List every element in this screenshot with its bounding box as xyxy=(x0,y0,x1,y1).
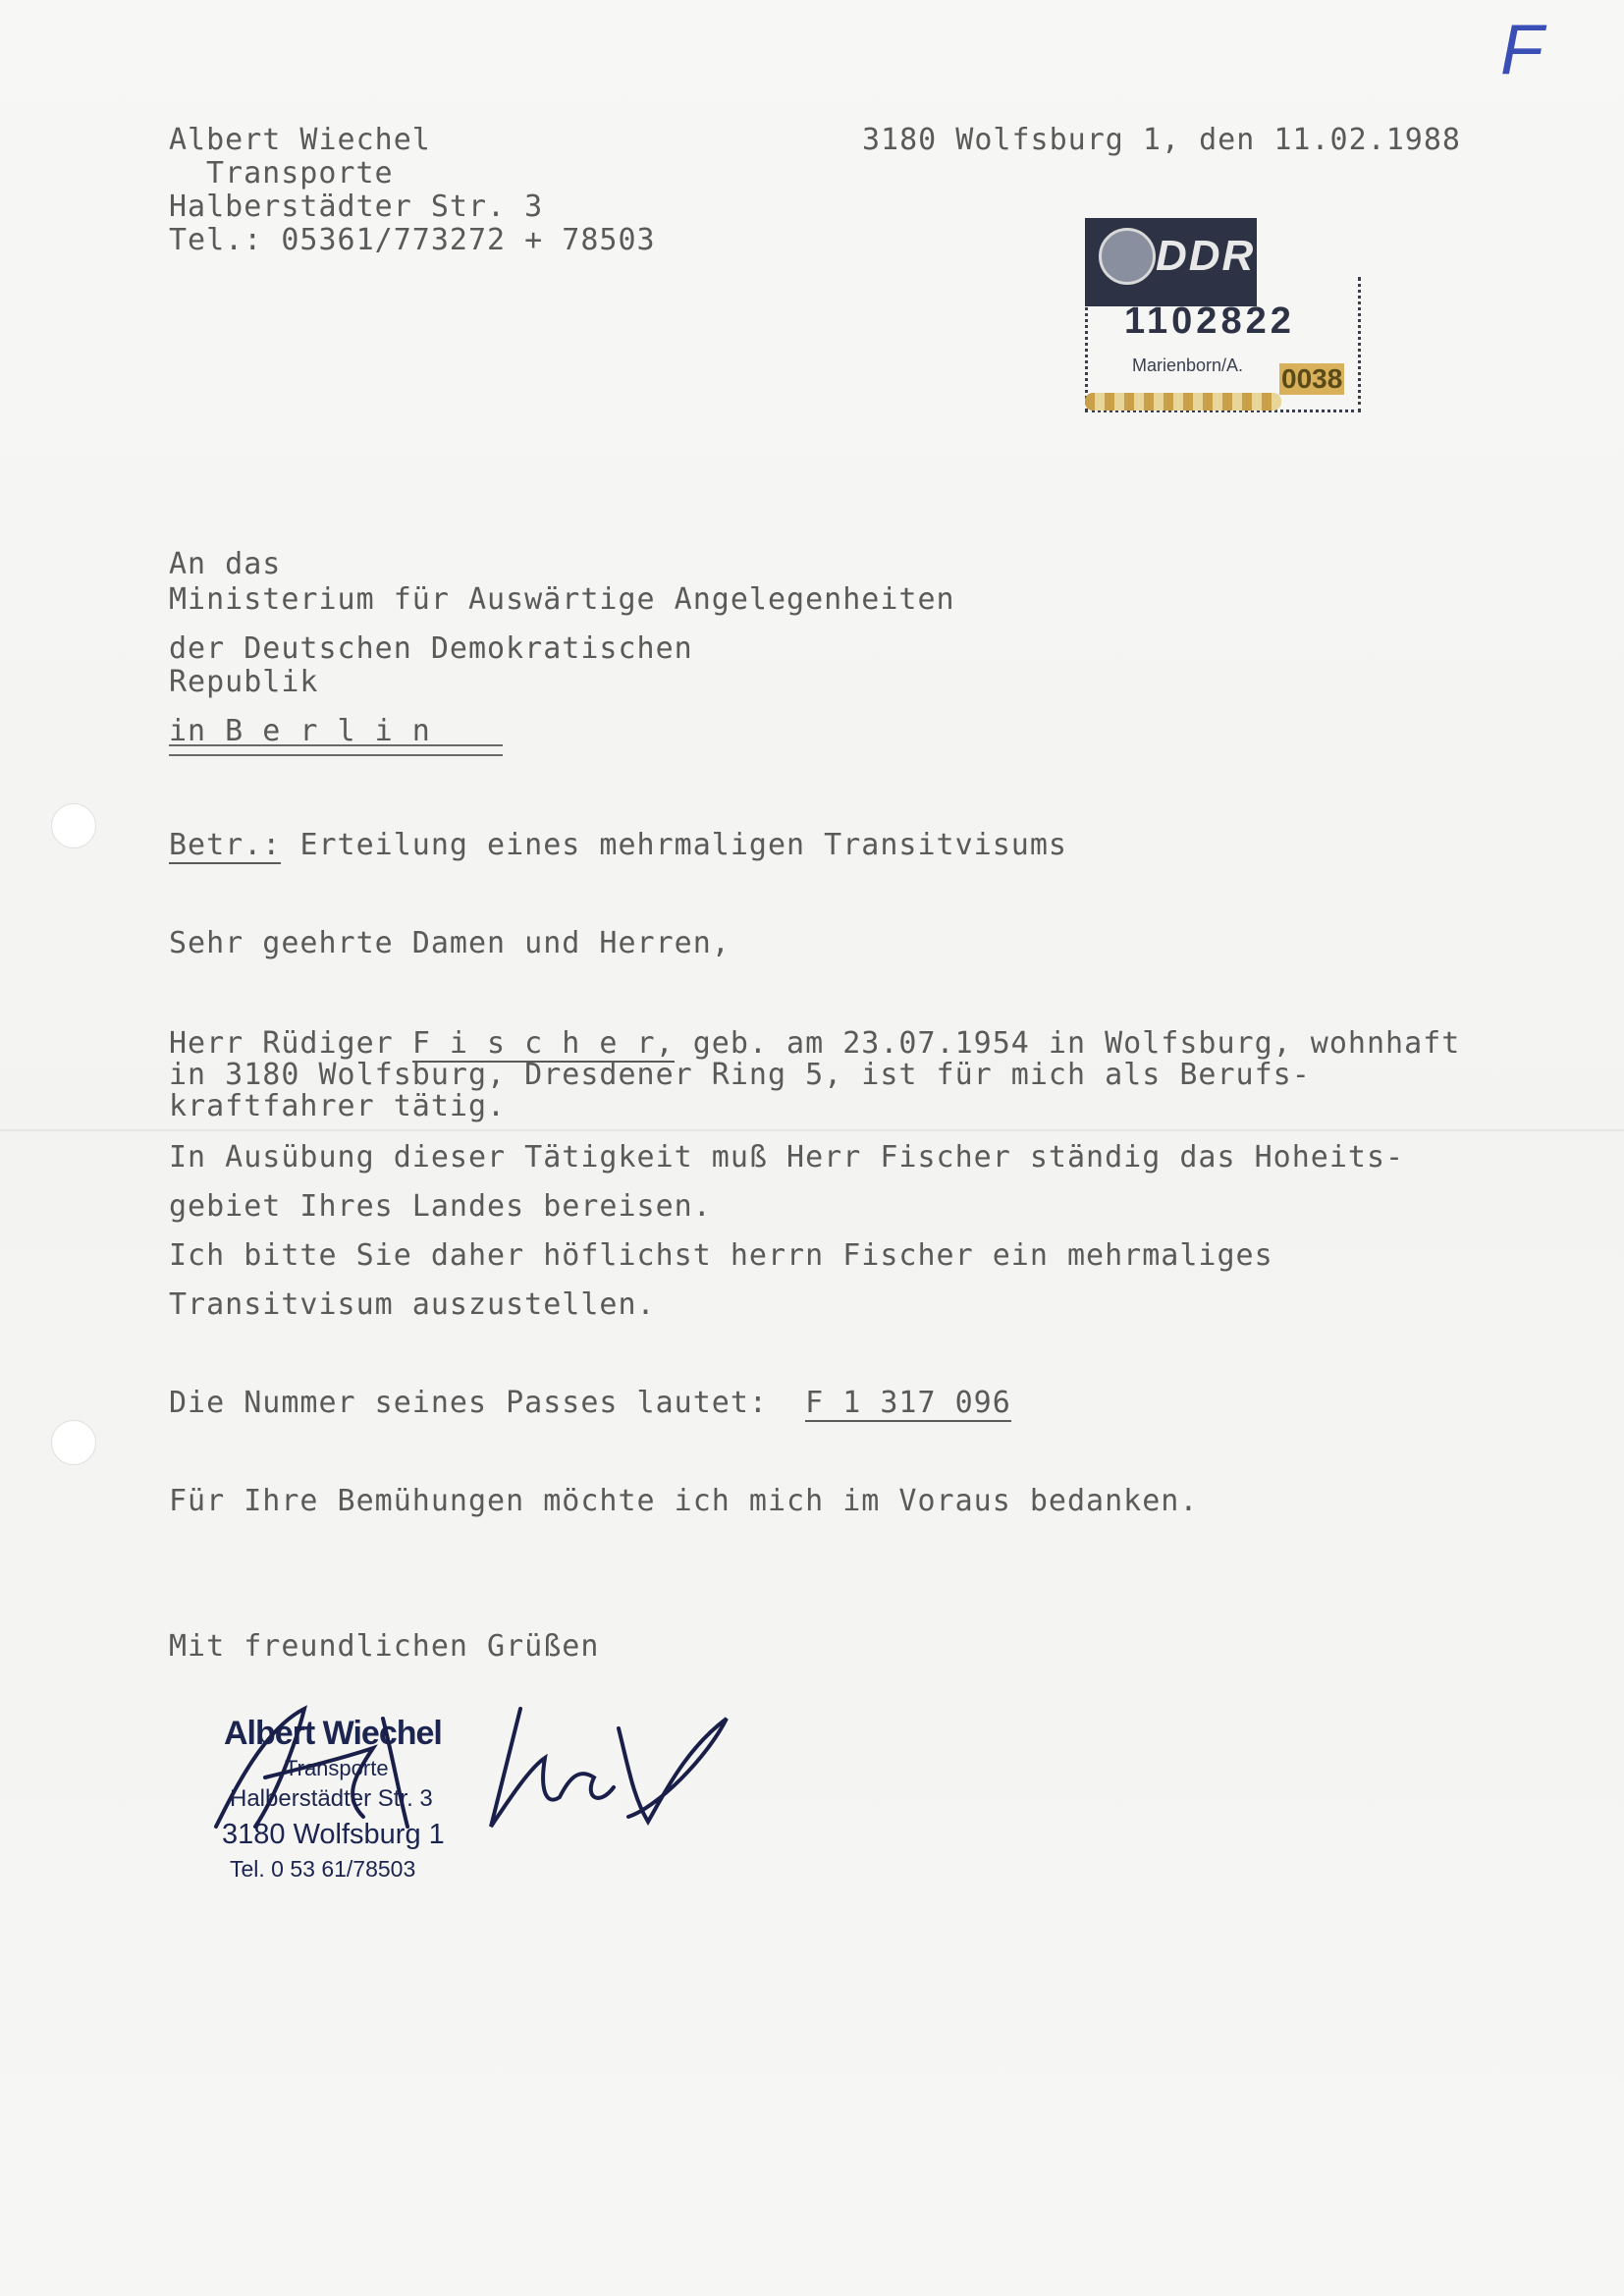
paper-fold xyxy=(0,1129,1624,1131)
passport-number: F 1 317 096 xyxy=(805,1386,1011,1420)
recipient-city: in B e r l i n xyxy=(169,714,431,748)
body-line1 xyxy=(169,1027,1460,1061)
corner-mark: F xyxy=(1500,11,1543,89)
punch-hole-lower xyxy=(51,1420,96,1465)
recipient-line1: An das xyxy=(169,547,282,581)
stamp-gold-border xyxy=(1085,393,1281,410)
stamp-company-street: Halberstädter Str. 3 xyxy=(230,1785,433,1812)
stamp-date-code: 1102822 xyxy=(1124,301,1295,342)
punch-hole-upper xyxy=(51,803,96,848)
body-line7: Transitvisum auszustellen. xyxy=(169,1287,656,1322)
employee-name: F i s c h e r, xyxy=(411,1026,675,1061)
stamp-place: Marienborn/A. xyxy=(1132,355,1244,375)
stamp-company-name: Albert Wiechel xyxy=(224,1715,442,1752)
recipient-line3: der Deutschen Demokratischen xyxy=(169,631,693,666)
subject-label: Betr.: xyxy=(169,828,282,862)
body-line6: Ich bitte Sie daher höflichst herrn Fischer ein mehrmaliges xyxy=(169,1238,1273,1273)
ddr-emblem-icon xyxy=(1099,228,1156,285)
salutation: Sehr geehrte Damen und Herren, xyxy=(169,926,731,960)
ddr-entry-stamp xyxy=(1085,218,1360,412)
passport-line xyxy=(169,1387,1011,1420)
closing: Mit freundlichen Grüßen xyxy=(169,1629,600,1664)
body-line4: In Ausübung dieser Tätigkeit muß Herr Fischer ständig das Hoheits- xyxy=(169,1140,1405,1175)
body-line1-b: geb. am 23.07.1954 in Wolfsburg, wohnhaft xyxy=(674,1026,1461,1061)
handwritten-signature xyxy=(196,1689,746,1836)
body-line1-a: Herr Rüdiger xyxy=(169,1026,412,1061)
stamp-company-type: Transporte xyxy=(285,1756,389,1780)
recipient-line4: Republik xyxy=(169,665,319,699)
body-line5: gebiet Ihres Landes bereisen. xyxy=(169,1189,712,1224)
sender-company: Transporte xyxy=(206,156,394,191)
body-line3: kraftfahrer tätig. xyxy=(169,1089,507,1123)
sender-name: Albert Wiechel xyxy=(169,123,431,157)
city-double-underline xyxy=(169,744,503,756)
subject-text: Erteilung eines mehrmaligen Transitvisums xyxy=(299,828,1067,862)
recipient-line2: Ministerium für Auswärtige Angelegenheiten xyxy=(169,582,955,617)
sender-phone: Tel.: 05361/773272 + 78503 xyxy=(169,223,656,257)
stamp-company-city: 3180 Wolfsburg 1 xyxy=(222,1819,445,1850)
stamp-company-phone: Tel. 0 53 61/78503 xyxy=(230,1856,416,1882)
thanks-line: Für Ihre Bemühungen möchte ich mich im Voraus bedanken. xyxy=(169,1484,1199,1518)
sender-street: Halberstädter Str. 3 xyxy=(169,190,544,224)
body-line2: in 3180 Wolfsburg, Dresdener Ring 5, ist für mich als Berufs- xyxy=(169,1058,1311,1092)
passport-label: Die Nummer seines Passes lautet: xyxy=(169,1386,768,1420)
place-date: 3180 Wolfsburg 1, den 11.02.1988 xyxy=(862,123,1461,157)
stamp-country: DDR xyxy=(1156,232,1256,280)
stamp-number: 0038 xyxy=(1281,363,1343,394)
subject-line xyxy=(169,829,1067,862)
